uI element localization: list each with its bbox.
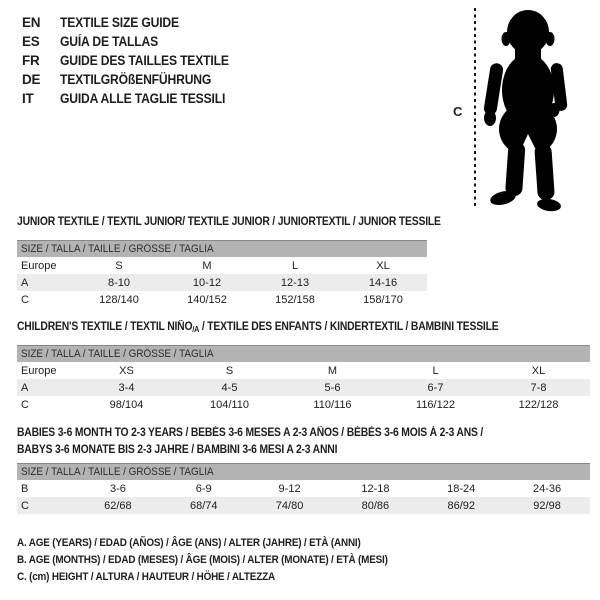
cell: XL	[531, 364, 546, 377]
cell: M	[327, 364, 338, 377]
cell: 6-9	[195, 482, 212, 495]
cell: 5-6	[324, 381, 341, 394]
footnote-b: B. AGE (MONTHS) / EDAD (MESES) / ÂGE (MOIS) / ALTER (MONATE) / ETÀ (MESI)	[17, 554, 388, 566]
cell: 4-5	[221, 381, 238, 394]
cell: L	[432, 364, 439, 377]
height-measure-dashed-line	[474, 8, 476, 207]
size-header-label: SIZE / TALLA / TAILLE / GRÖSSE / TAGLIA	[21, 348, 214, 360]
children-size-table	[17, 345, 590, 413]
cell: 98/104	[109, 398, 144, 411]
cell: 8-10	[107, 276, 131, 289]
row-label: A	[21, 276, 29, 289]
table-row-age	[17, 274, 427, 291]
cell: XL	[376, 259, 390, 272]
cell: L	[291, 259, 299, 272]
table-row-height	[17, 291, 427, 308]
cell: 6-7	[427, 381, 444, 394]
cell: 128/140	[99, 293, 139, 306]
row-label: C	[21, 499, 29, 512]
lang-code: EN	[22, 15, 41, 30]
junior-section-title: JUNIOR TEXTILE / TEXTIL JUNIOR/ TEXTILE JUNIOR / JUNIORTEXTIL / JUNIOR TESSILE	[17, 216, 441, 228]
row-label: A	[21, 381, 29, 394]
children-section-title: CHILDREN'S TEXTILE / TEXTIL $NIÑO_{/A}$ / TEXTILE DES ENFANTS / KINDERTEXTIL / BAMBINI TESSILE	[17, 321, 499, 334]
cell: 14-16	[368, 276, 398, 289]
row-label: Europe	[21, 259, 57, 272]
table-row-height	[17, 497, 590, 514]
size-header-row	[17, 240, 427, 257]
lang-title: GUIDE DES TAILLES TEXTILE	[60, 53, 229, 68]
cell: 74/80	[275, 499, 304, 512]
lang-code: DE	[22, 72, 41, 87]
cell: 7-8	[530, 381, 547, 394]
row-label: C	[21, 293, 29, 306]
babies-size-table	[17, 463, 590, 514]
cell: M	[202, 259, 212, 272]
language-header	[22, 13, 248, 108]
cell: 9-12	[278, 482, 301, 495]
cell: 86/92	[447, 499, 475, 512]
cell: 104/110	[210, 398, 249, 411]
lang-title: TEXTILE SIZE GUIDE	[60, 15, 179, 30]
size-header-label: SIZE / TALLA / TAILLE / GRÖSSE / TAGLIA	[21, 466, 214, 478]
cell: 122/128	[518, 398, 559, 411]
cell: 10-12	[192, 276, 222, 289]
cell: XS	[119, 364, 134, 377]
cell: 12-18	[361, 482, 390, 495]
size-header-row	[17, 345, 590, 362]
cell: 116/122	[416, 398, 455, 411]
lang-code: IT	[22, 91, 34, 106]
cell: S	[225, 364, 234, 377]
table-row-europe	[17, 257, 427, 274]
lang-code: FR	[22, 53, 40, 68]
cell: 12-13	[280, 276, 310, 289]
footnote-c: C. (cm) HEIGHT / ALTURA / HAUTEUR / HÖHE / ALTEZZA	[17, 571, 275, 583]
cell: 92/98	[533, 499, 561, 512]
cell: 140/152	[187, 293, 227, 306]
lang-title: GUIDA ALLE TAGLIE TESSILI	[60, 91, 226, 106]
footnote-a: A. AGE (YEARS) / EDAD (AÑOS) / ÂGE (ANS) / ALTER (JAHRE) / ETÀ (ANNI)	[17, 537, 361, 549]
cell: 68/74	[189, 499, 218, 512]
babies-section-title: BABIES 3-6 MONTH TO 2-3 YEARS / BEBÉS 3-6 MESES A 2-3 AÑOS / BÉBÉS 3-6 MOIS À 2-3 ANS / BABYS 3-6 MONATE BIS 2-3 JAHRE / BAMBINI 3-6 MESI A 2-3 ANNI	[17, 427, 484, 456]
size-header-label: SIZE / TALLA / TAILLE / GRÖSSE / TAGLIA	[21, 243, 214, 255]
lang-code: ES	[22, 34, 40, 49]
cell: 80/86	[361, 499, 390, 512]
lang-title: TEXTILGRÖßENFÜHRUNG	[60, 72, 212, 87]
junior-size-table	[17, 240, 427, 308]
cell: 24-36	[532, 482, 562, 495]
height-measure-label: C	[453, 104, 463, 119]
table-row-age	[17, 379, 590, 396]
cell: 18-24	[447, 482, 476, 495]
cell: 110/116	[313, 398, 352, 411]
table-row-europe	[17, 362, 590, 379]
cell: 3-4	[118, 381, 135, 394]
table-row-height	[17, 396, 590, 413]
baby-silhouette-image	[482, 6, 578, 212]
cell: 3-6	[109, 482, 126, 495]
table-row-age-months	[17, 480, 590, 497]
cell: 158/170	[363, 293, 403, 306]
row-label: Europe	[21, 364, 57, 377]
row-label: B	[21, 482, 29, 495]
cell: 152/158	[275, 293, 315, 306]
row-label: C	[21, 398, 29, 411]
legend-footnotes	[17, 535, 429, 586]
size-header-row	[17, 463, 590, 480]
cell: S	[115, 259, 123, 272]
lang-title: GUÍA DE TALLAS	[60, 34, 159, 49]
title-subscript: /A	[192, 325, 200, 334]
cell: 62/68	[104, 499, 132, 512]
